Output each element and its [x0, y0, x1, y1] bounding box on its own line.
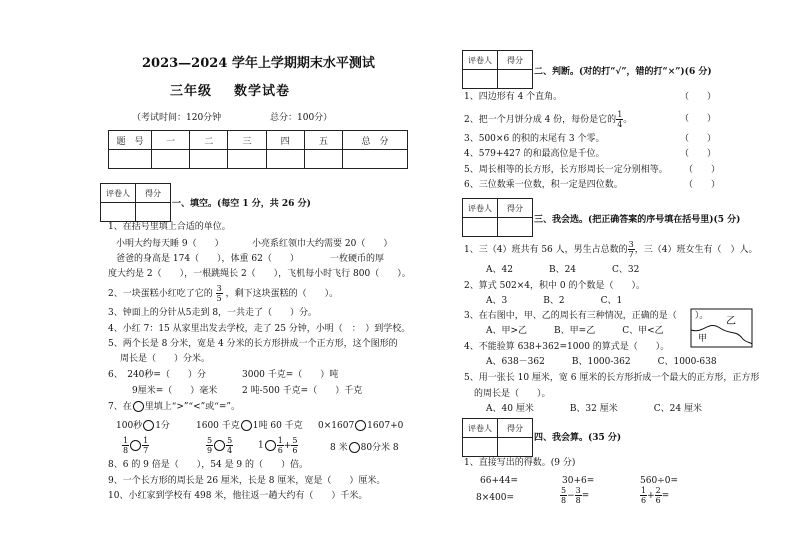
s2-q6-paren[interactable]: （ ） [684, 180, 721, 190]
grader-box-3 [462, 198, 533, 237]
compare-circle[interactable] [349, 442, 360, 453]
score-table-header-row [109, 131, 408, 150]
s1-q1d: 一枚硬币的厚 [330, 254, 385, 264]
grader-cell[interactable] [463, 218, 498, 237]
s1-q6b: 3000 千克=（ ）吨 [242, 370, 339, 380]
grader-box-1 [100, 183, 171, 222]
s1-q6d: 2 吨-500 千克=（ ）千克 [242, 386, 363, 396]
s2-q4: 4、579+427 的和最高位是千位。 [464, 149, 605, 159]
s2-q3-paren[interactable]: （ ） [680, 134, 717, 144]
s2-q6: 6、三位数乘一位数，积一定是四位数。 [464, 180, 623, 190]
fraction: $\frac{1}{4}$ [617, 110, 623, 129]
s4-calc-2: 30+6= [562, 476, 595, 486]
grader-cell[interactable] [101, 203, 136, 222]
exam-total: 总分：100分） [270, 113, 333, 123]
s1-q1e: 度大约是 2（ ），一根跳绳长 2（ ），飞机每小时飞行 800（ ）。 [108, 269, 411, 279]
grader-score-label: 得分 [498, 199, 533, 218]
score-cell[interactable] [228, 150, 266, 169]
grader-box-4 [462, 418, 533, 457]
s1-q8: 8、6 的 9 倍是（ ），54 是 9 的（ ）倍。 [108, 460, 309, 470]
score-cell[interactable] [152, 150, 190, 169]
compare-circle[interactable] [355, 420, 366, 431]
s4-calc-4: 8×400= [476, 493, 514, 503]
s3-q3-options[interactable]: A、甲>乙 B、甲=乙 C、甲<乙 [486, 326, 664, 336]
s1-q7-row2c: 1 $\frac{1}{6}$ + $\frac{5}{6}$ [258, 436, 298, 455]
figure-label-jia: 甲 [698, 334, 708, 344]
grader-box-2 [462, 50, 533, 89]
score-header-cell: 三 [228, 131, 266, 150]
s1-q1: 1、在括号里填上合适的单位。 [108, 222, 231, 232]
s1-q7-row2d: 8 米 80分米 8 [330, 443, 399, 453]
score-table-blank-row [109, 150, 408, 169]
score-header-cell: 五 [304, 131, 342, 150]
s4-q1: 1、直接写出的得数。(9 分) [464, 458, 576, 468]
exam-time: （考试时间：120分钟 [132, 113, 222, 123]
circle-blank-icon [133, 401, 144, 412]
grader-cell[interactable] [498, 438, 533, 457]
s1-q4: 4、小红 7：15 从家里出发去学校，走了 25 分钟，小明（ ： ）到学校。 [108, 324, 411, 334]
s1-q7-row2b: $\frac{5}{9}$ $\frac{5}{4}$ [207, 436, 233, 455]
s1-q9: 9、一个长方形的周长是 26 厘米，长是 8 厘米，宽是（ ）厘米。 [108, 476, 386, 486]
s3-q3: 3、在右图中，甲、乙的周长有三种情况，正确的是（ ）。 [464, 311, 709, 321]
s1-q2-text-b: ，剩下这块蛋糕的（ ）。 [225, 289, 339, 299]
s2-q5-paren[interactable]: （ ） [684, 165, 721, 175]
grader-score-label: 得分 [136, 184, 171, 203]
grader-score-label: 得分 [498, 419, 533, 438]
s1-q1c: 爸爸的身高是 174（ ），体重 62（ ） [116, 254, 299, 264]
s1-q7-row1: 100秒 1分 [116, 421, 170, 431]
compare-circle[interactable] [214, 440, 225, 451]
s1-q7-row1c: 0×1607 1607+0 [318, 421, 404, 431]
s4-calc-3: 560÷0= [640, 476, 678, 486]
s1-q3: 3、钟面上的分针从5走到 8，一共走了（ ）分。 [108, 308, 318, 318]
s2-q2-paren[interactable]: （ ） [680, 114, 717, 124]
figure-label-yi: 乙 [726, 316, 736, 327]
section-2-heading: 二、判断。(对的打“√”，错的打“×”)(6 分) [534, 67, 712, 77]
grader-cell[interactable] [498, 70, 533, 89]
s1-q7-row2a: $\frac{1}{8}$ $\frac{1}{7}$ [123, 436, 149, 455]
s3-q5a: 5、用一张长 10 厘米，宽 6 厘米的长方形折成一个最大的正方形，正方形 [464, 373, 760, 383]
page-title: 2023—2024 学年上学期期末水平测试 [142, 56, 375, 71]
compare-circle[interactable] [265, 440, 276, 451]
grader-cell[interactable] [498, 218, 533, 237]
s3-q2-options[interactable]: A、3 B、2 C、1 [486, 296, 623, 306]
section-4-heading: 四、我会算。(35 分) [534, 433, 622, 443]
score-header-cell: 题 号 [109, 131, 152, 150]
s2-q3: 3、500×6 的积的末尾有 3 个零。 [464, 134, 605, 144]
grader-score-label: 得分 [498, 51, 533, 70]
section-3-heading: 三、我会选。(把正确答案的序号填在括号里)(5 分) [534, 215, 741, 225]
grader-reviewer-label: 评卷人 [463, 51, 498, 70]
s1-q1b: 小亮系红领巾大约需要 20（ ） [252, 239, 393, 249]
grade-label: 三年级 [170, 84, 213, 99]
s2-q1: 1、四边形有 4 个直角。 [464, 92, 563, 102]
s2-q4-paren[interactable]: （ ） [680, 149, 717, 159]
grader-cell[interactable] [463, 438, 498, 457]
compare-circle[interactable] [241, 420, 252, 431]
score-header-cell: 四 [266, 131, 304, 150]
s1-q5b: 周长是（ ）分米。 [120, 354, 211, 364]
s1-q7: 7、在 里填上“>”“<”或“=”。 [108, 402, 240, 412]
grader-cell[interactable] [463, 70, 498, 89]
s1-q2 [108, 284, 338, 303]
s3-q4: 4、不能验算 638+362=1000 的算式是（ ）。 [464, 342, 670, 352]
s2-q1-paren[interactable]: （ ） [680, 92, 717, 102]
score-cell[interactable] [266, 150, 304, 169]
s3-q1: 1、三（4）班共有 56 人，男生占总数的 $\frac{3}{7}$ ，三（4）班女生有（ ）人。 [464, 240, 758, 259]
score-table [108, 130, 408, 169]
s1-q2-text-a: 2、一块蛋糕小红吃了它的 [108, 289, 213, 299]
score-cell[interactable] [343, 150, 408, 169]
section-1-heading: 一、填空。(每空 1 分，共 26 分) [172, 199, 311, 209]
s3-q1-options[interactable]: A、42 B、24 C、32 [486, 265, 640, 275]
s3-q5b: 的周长是（ ）。 [474, 389, 551, 399]
compare-circle[interactable] [143, 420, 154, 431]
fraction: $\frac{3}{7}$ [628, 240, 634, 259]
score-cell[interactable] [304, 150, 342, 169]
score-cell[interactable] [190, 150, 228, 169]
grader-reviewer-label: 评卷人 [101, 184, 136, 203]
s1-q6c: 9厘米=（ ）毫米 [132, 386, 218, 396]
compare-circle[interactable] [130, 440, 141, 451]
s1-q6a: 6、 240秒=（ ）分 [108, 370, 206, 380]
s1-q7-row1b: 1600 千克 1吨 60 千克 [196, 421, 303, 431]
grader-reviewer-label: 评卷人 [463, 199, 498, 218]
s3-q5-options[interactable]: A、40 厘米 B、32 厘米 C、24 厘米 [486, 404, 702, 414]
s1-q10: 10、小红家到学校有 498 米，他往返一趟大约有（ ）千米。 [108, 491, 368, 501]
s3-q2: 2、算式 502×4，积中 0 的个数是（ ）。 [464, 281, 645, 291]
score-header-cell: 一 [152, 131, 190, 150]
s4-calc-5: $\frac{5}{8}$ − $\frac{3}{8}$ = [561, 486, 590, 505]
grader-cell[interactable] [136, 203, 171, 222]
score-header-cell: 总 分 [343, 131, 408, 150]
s4-calc-6: $\frac{1}{6}$ + $\frac{2}{6}$ = [641, 486, 670, 505]
score-header-cell: 二 [190, 131, 228, 150]
shape-figure [690, 308, 754, 350]
s2-q2: 2、把一个月饼分成 4 份，每份是它的 $\frac{1}{4}$ 。 [464, 110, 633, 129]
score-cell[interactable] [109, 150, 152, 169]
s2-q5: 5、周长相等的长方形，长方形周长一定分别相等。 [464, 165, 668, 175]
s1-q5a: 5、两个长是 8 分米，宽是 4 分米的长方形拼成一个正方形，这个图形的 [108, 339, 398, 349]
fraction: $\frac{3}{5}$ [216, 284, 222, 303]
s4-calc-1: 66+44= [480, 476, 518, 486]
s3-q4-options[interactable]: A、638－362 B、1000-362 C、1000-638 [486, 357, 717, 367]
s1-q1a: 小明大约每天睡 9（ ） [116, 239, 224, 249]
subject-label: 数学试卷 [234, 84, 291, 99]
grader-reviewer-label: 评卷人 [463, 419, 498, 438]
